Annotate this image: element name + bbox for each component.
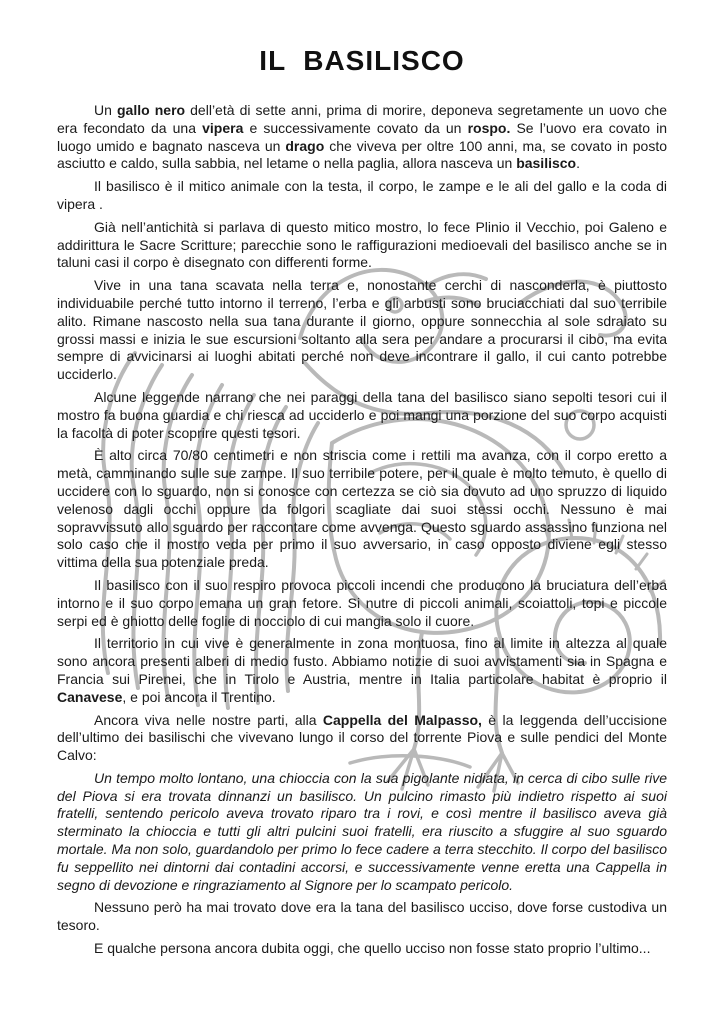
paragraph: Già nell’antichità si parlava di questo mitico mostro, lo fece Plinio il Vecchio, poi Galeno e addirittura le Sacre Scritture; parecchie sono le raffigurazioni medioevali del basilisco anche se in taluni casi il corpo è disegnato con differenti forme. bbox=[57, 218, 667, 271]
paragraph: Il basilisco è il mitico animale con la testa, il corpo, le zampe e le ali del gallo e la coda di vipera . bbox=[57, 178, 667, 212]
paragraph: Vive in una tana scavata nella terra e, nonostante cerchi di nasconderla, è piuttosto individuabile perché tutto intorno il terreno, l’erba e gli arbusti sono bruciacchiati dal suo terribile alito. Rimane nascosto nella sua tana durante il giorno, oppure sonnecchia al sole sdraiato su grossi massi e inizia le sue escursioni soltanto alla sera per andare a procurarsi il cibo, ma evita sempre di avvicinarsi ai luoghi abitati perché non deve incontrare il gallo, il cui canto potrebbe ucciderlo. bbox=[57, 277, 667, 383]
paragraph: Ancora viva nelle nostre parti, alla Cappella del Malpasso, è la leggenda dell’uccisione dell’ultimo dei basilischi che vivevano lungo il corso del torrente Piova e sulle pendici del Monte Calvo: bbox=[57, 711, 667, 764]
paragraph: Un tempo molto lontano, una chioccia con la sua pigolante nidiata, in cerca di cibo sulle rive del Piova si era trovata dinnanzi un basilisco. Un pulcino rimasto più indietro rispetto ai suoi fratelli, sentendo pericolo aveva trovato riparo tra i rovi, e così mentre il basilisco aveva già sterminato la chioccia e tutti gli altri pulcini suoi fratelli, era riuscito a sfuggire al suo sguardo mortale. Ma non solo, guardandolo per primo lo fece cadere a terra stecchito. Il corpo del basilisco fu seppellito nei dintorni dai contadini accorsi, e successivamente venne eretta una Cappella in segno di devozione e ringraziamento al Signore per lo scampato pericolo. bbox=[57, 769, 667, 893]
paragraph: Alcune leggende narrano che nei paraggi della tana del basilisco siano sepolti tesori cui il mostro fa buona guardia e chi riesca ad ucciderlo e poi mangi una porzione del suo corpo acquisti la facoltà di poter scoprire questi tesori. bbox=[57, 388, 667, 441]
paragraph: Il basilisco con il suo respiro provoca piccoli incendi che producono la bruciatura dell’erba intorno e il suo corpo emana un gran fetore. Si nutre di piccoli animali, scoiattoli, topi e piccole serpi ed è ghiotto delle foglie di nocciolo di cui mangia solo il cuore. bbox=[57, 576, 667, 629]
paragraph: Il territorio in cui vive è generalmente in zona montuosa, fino al limite in altezza al quale sono ancora presenti alberi di medio fusto. Abbiamo notizie di suoi avvistamenti sia in Spagna e Francia sui Pirenei, che in Tirolo e Austria, mentre in Italia particolare habitat è proprio il Canavese, e poi ancora il Trentino. bbox=[57, 635, 667, 705]
paragraph: Nessuno però ha mai trovato dove era la tana del basilisco ucciso, dove forse custodiva un tesoro. bbox=[57, 899, 667, 934]
paragraph: Un gallo nero dell’età di sette anni, prima di morire, deponeva segretamente un uovo che era fecondato da una vipera e successivamente covato da un rospo. Se l’uovo era covato in luogo umido e bagnato nasceva un drago che viveva per oltre 100 anni, ma, se covato in posto asciutto e caldo, sulla sabbia, nel letame o nella paglia, allora nasceva un basilisco. bbox=[57, 102, 667, 172]
document-body bbox=[57, 102, 667, 958]
paragraph: E qualche persona ancora dubita oggi, che quello ucciso non fosse stato proprio l’ultimo... bbox=[94, 940, 651, 957]
paragraph: È alto circa 70/80 centimetri e non striscia come i rettili ma avanza, con il corpo eretto a metà, camminando sulle sue zampe. Il suo terribile potere, per il quale è molto temuto, è quello di uccidere con lo sguardo, non si conosce con certezza se ciò sia dovuto ad uno spruzzo di liquido velenoso dagli occhi oppure da folgori scagliate dai suoi stessi occhi. Nessuno è mai sopravvissuto allo sguardo per raccontare come avvenga. Questo sguardo assassino funziona nel solo caso che il mostro veda per primo il suo avversario, in caso opposto diviene egli stesso vittima della sua potenziale preda. bbox=[57, 447, 667, 571]
document-title: IL BASILISCO bbox=[259, 45, 465, 76]
